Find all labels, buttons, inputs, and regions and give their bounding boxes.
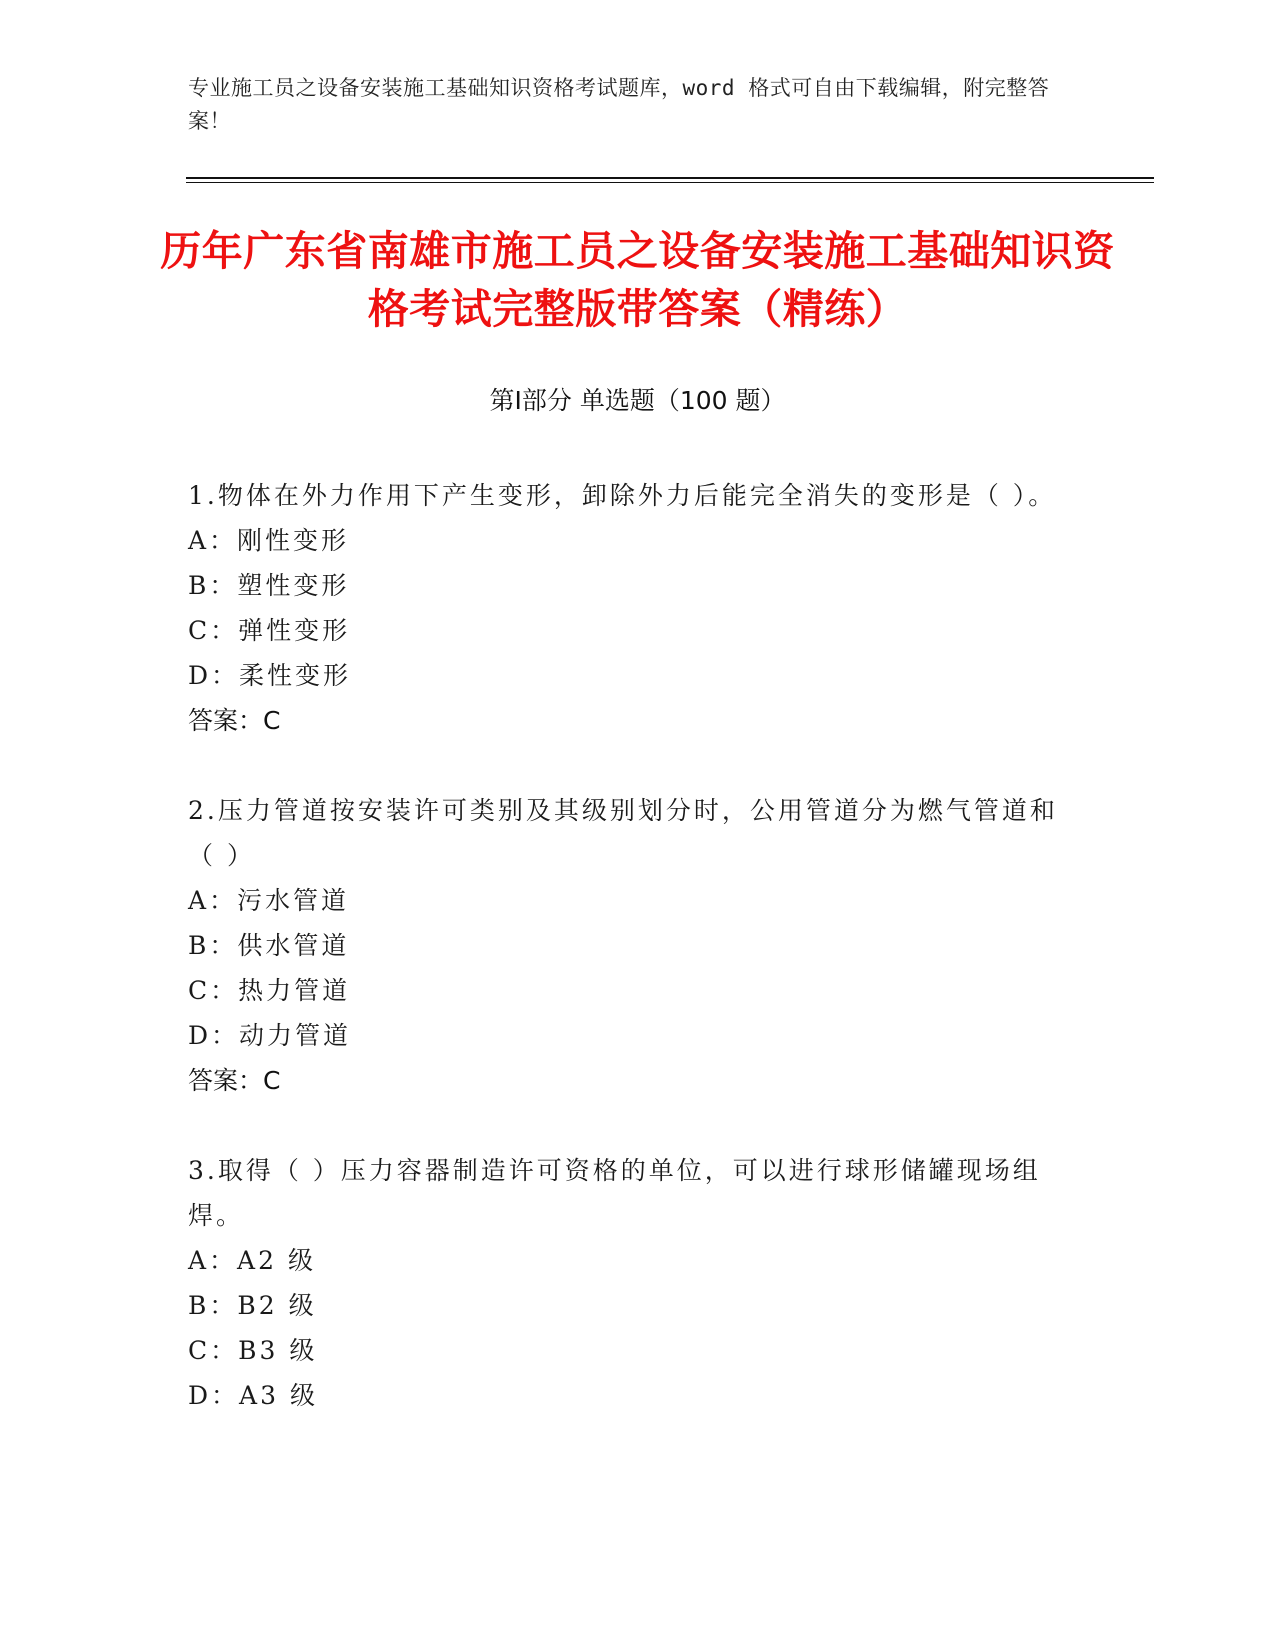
question-stem: 2.压力管道按安装许可类别及其级别划分时，公用管道分为燃气管道和（ ）: [188, 796, 1058, 870]
option-a: A：刚性变形: [188, 526, 350, 555]
header-divider-thin: [186, 182, 1154, 183]
option-b: B：塑性变形: [188, 571, 350, 600]
option-b: B：B2 级: [188, 1291, 317, 1320]
answer: 答案：C: [188, 706, 281, 735]
header-note: 专业施工员之设备安装施工基础知识资格考试题库，word 格式可自由下载编辑，附完整答案！: [188, 76, 1050, 133]
question-3: [188, 1148, 1068, 1418]
option-c: C：B3 级: [188, 1336, 318, 1365]
question-stem: 3.取得（ ）压力容器制造许可资格的单位，可以进行球形储罐现场组焊。: [188, 1156, 1041, 1230]
option-b: B：供水管道: [188, 931, 350, 960]
option-d: D：动力管道: [188, 1021, 352, 1050]
answer: 答案：C: [188, 1066, 281, 1095]
header-divider-thick: [186, 177, 1154, 179]
question-list: [188, 473, 1068, 1463]
option-d: D：柔性变形: [188, 661, 352, 690]
document-title: 历年广东省南雄市施工员之设备安装施工基础知识资格考试完整版带答案（精练）: [160, 227, 1115, 333]
question-1: [188, 473, 1068, 743]
option-c: C：热力管道: [188, 976, 351, 1005]
option-d: D：A3 级: [188, 1381, 318, 1410]
question-stem: 1.物体在外力作用下产生变形，卸除外力后能完全消失的变形是（ ）。: [188, 481, 1057, 510]
option-a: A：A2 级: [188, 1246, 316, 1275]
option-c: C：弹性变形: [188, 616, 351, 645]
question-2: [188, 788, 1068, 1103]
option-a: A：污水管道: [188, 886, 350, 915]
section-title: 第Ⅰ部分 单选题（100 题）: [489, 386, 786, 415]
